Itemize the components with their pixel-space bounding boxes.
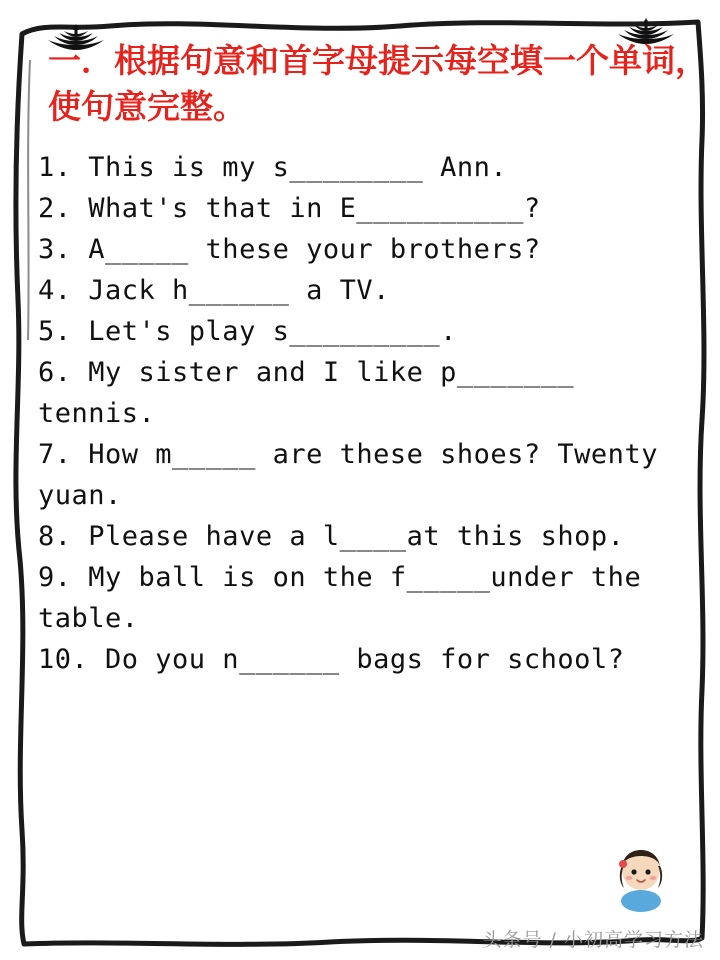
list-item: 5. Let's play s_________.: [38, 316, 457, 348]
list-item: 10. Do you n______ bags for school?: [38, 644, 625, 676]
list-item: 9. My ball is on the f_____under the table.: [38, 562, 658, 635]
list-item: 4. Jack h______ a TV.: [38, 275, 390, 307]
list-item: 7. How m_____ are these shoes? Twenty yuan.: [38, 439, 675, 512]
section-title: 一．根据句意和首字母提示每空填一个单词，使句意完整。: [48, 41, 708, 126]
list-item: 1. This is my s________ Ann.: [38, 152, 508, 184]
list-item: 6. My sister and I like p_______ tennis.: [38, 357, 591, 430]
list-item: 8. Please have a l____at this shop.: [38, 521, 625, 553]
list-item: 3. A_____ these your brothers?: [38, 234, 541, 266]
avatar: [610, 844, 672, 912]
watermark-text: 头条号 / 小初高学习方法: [482, 929, 704, 951]
list-item: 2. What's that in E__________?: [38, 193, 541, 225]
question-list: [38, 147, 700, 680]
